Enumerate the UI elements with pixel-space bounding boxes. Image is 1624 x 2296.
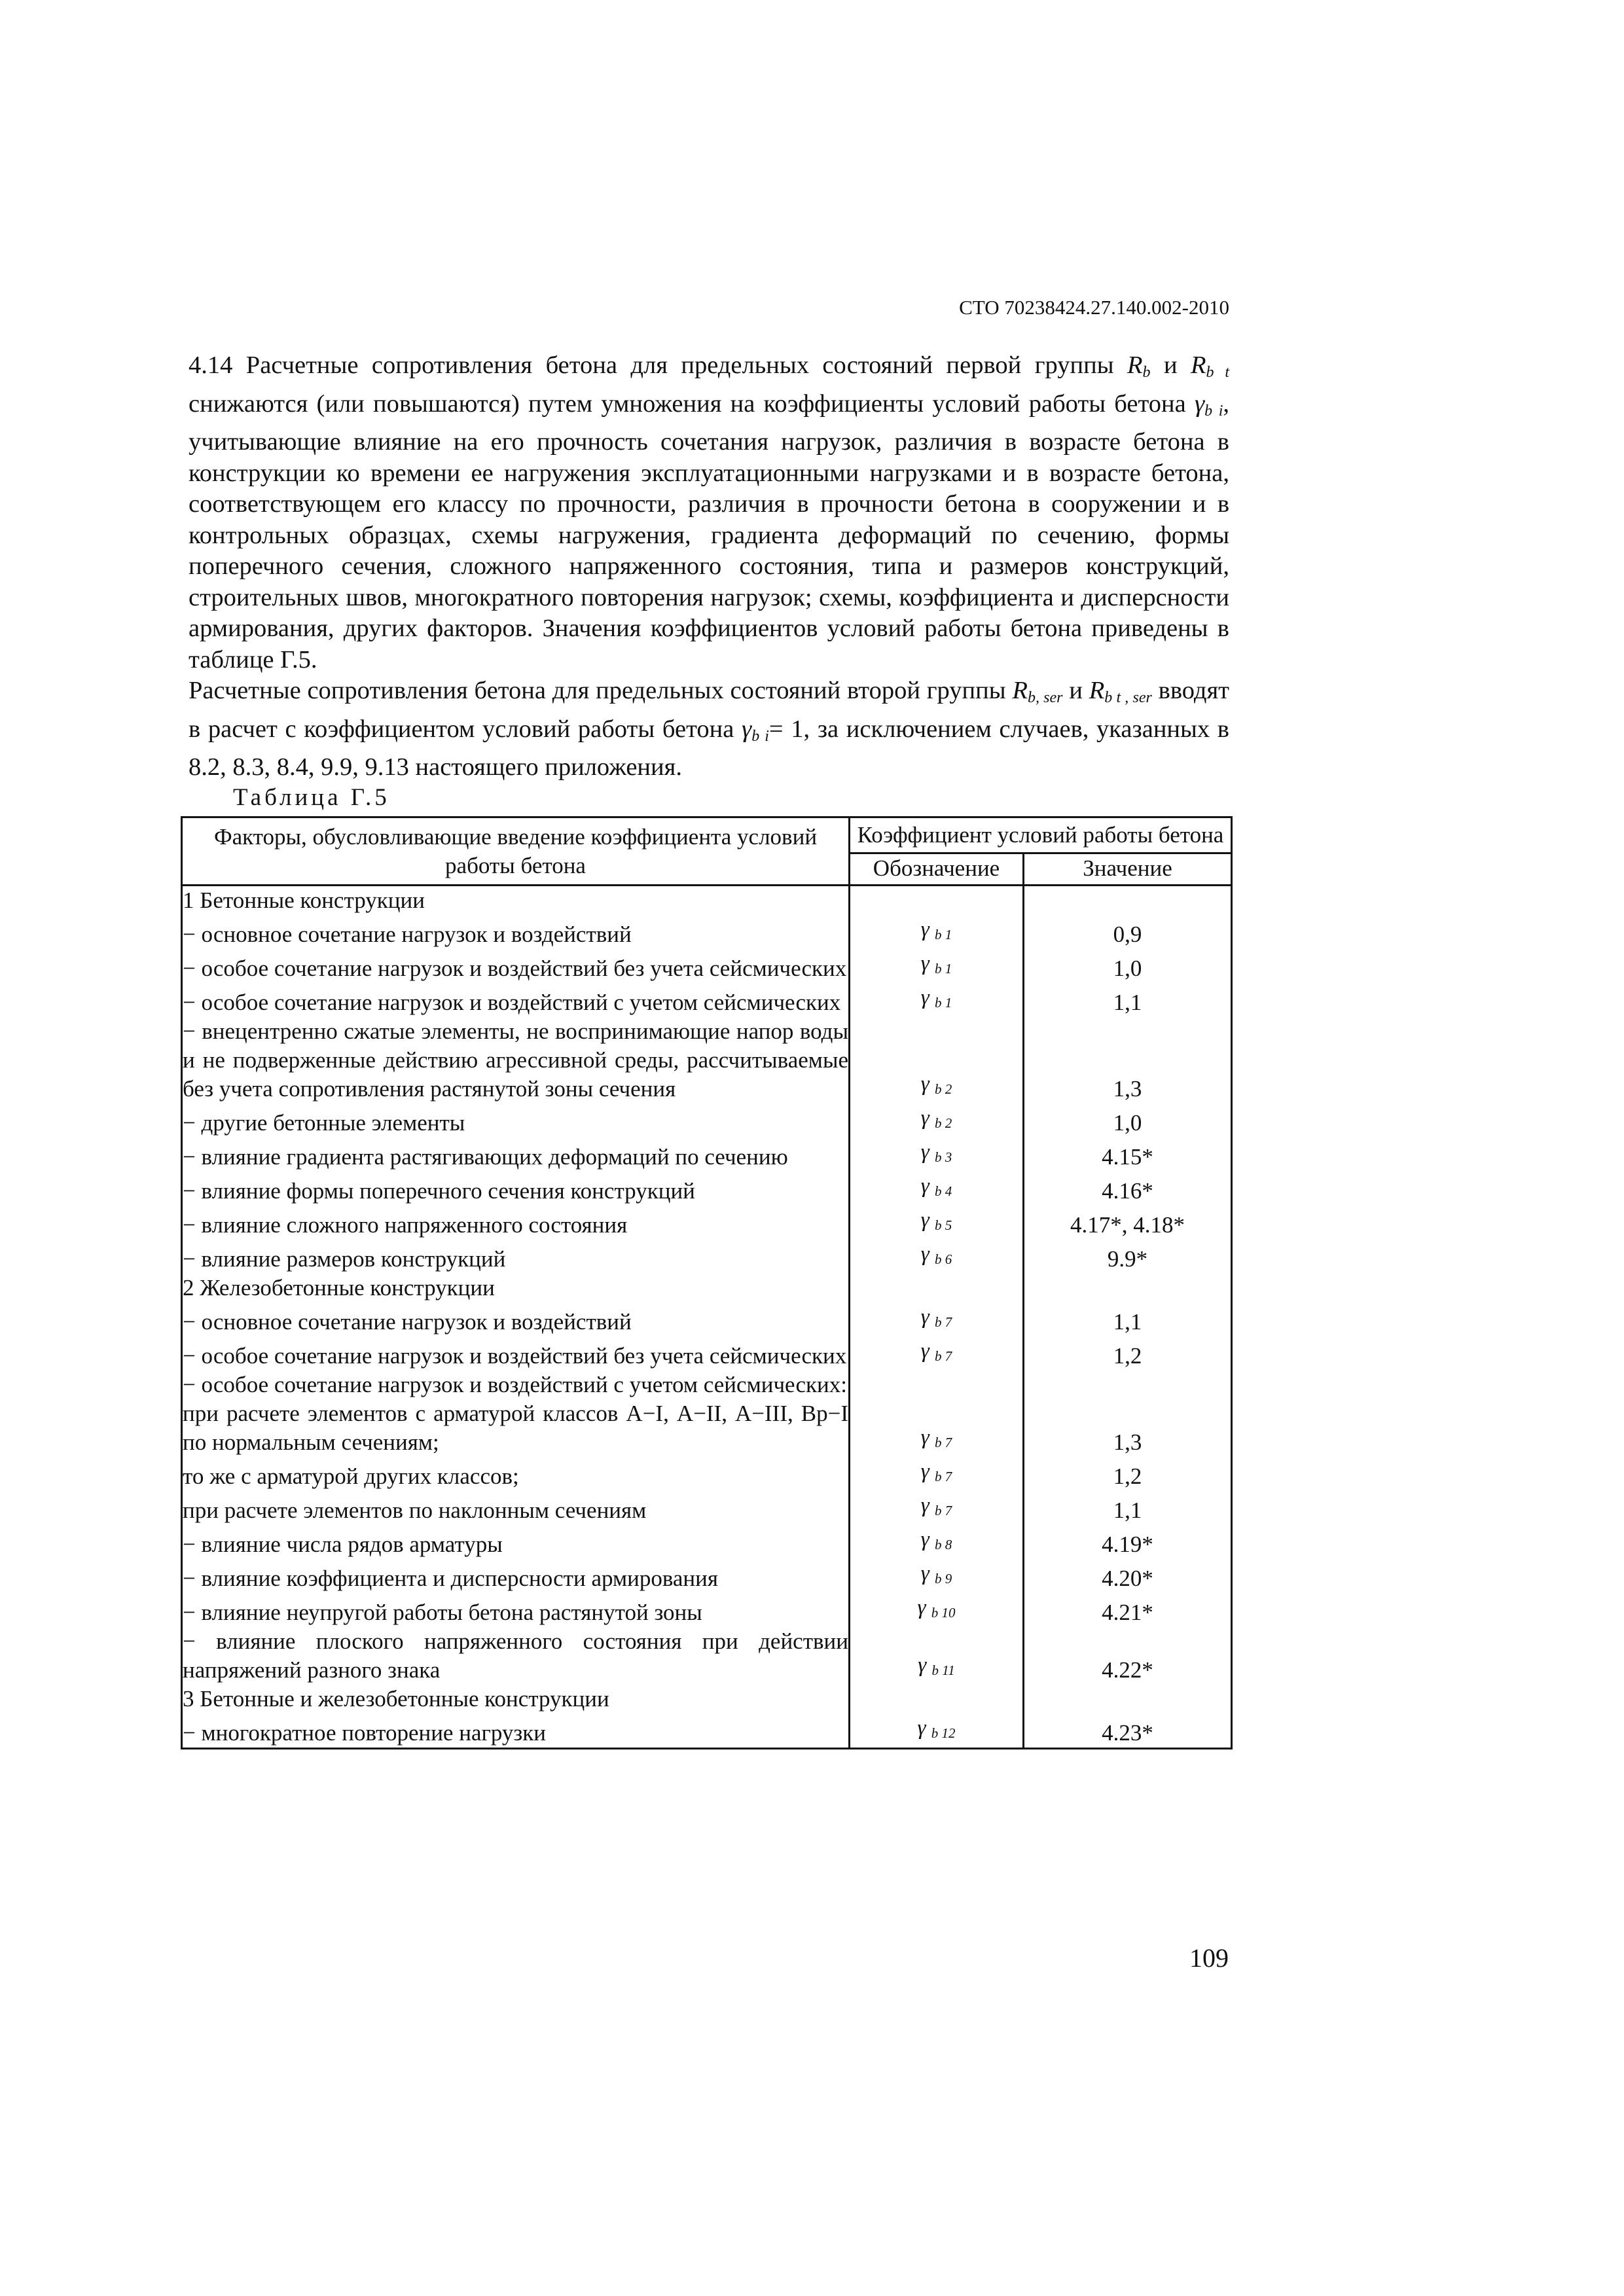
value-cell: 4.23* [1024,1713,1232,1749]
section-heading: 3 Бетонные и железобетонные конструкции [182,1685,850,1713]
gamma-symbol: γ [920,1140,929,1164]
gamma-subscript: b 5 [935,1217,952,1233]
value-cell [1024,1371,1232,1399]
gamma-symbol: γ [920,1562,929,1585]
table-row [182,1302,1232,1336]
gamma-subscript: b 10 [931,1605,956,1621]
table-row [182,1593,1232,1627]
gamma-symbol: γ [920,1305,929,1329]
gamma-subscript: b 3 [935,1149,952,1165]
value-cell: 1,2 [1024,1457,1232,1491]
value-cell: 4.19* [1024,1525,1232,1559]
gamma-subscript: b 1 [935,927,952,942]
designation-cell [850,1172,1024,1206]
symbol-subscript: b, ser [1027,689,1063,706]
table-row [182,949,1232,983]
table-row [182,1559,1232,1593]
symbol-subscript: b i [751,727,769,745]
gamma-symbol: γ [920,1339,929,1363]
coefficients-table [181,816,1233,1749]
value-cell: 4.16* [1024,1172,1232,1206]
factor-cell: − особое сочетание нагрузок и воздействий без учета сейсмических [182,1336,850,1371]
designation-cell [850,1627,1024,1685]
gamma-subscript: b 2 [935,1081,952,1097]
gamma-subscript: b 4 [935,1183,952,1199]
text-run: = 1, за исключением случаев, указанных в 8.2, 8.3, 8.4, 9.9, 9.13 настоящего приложения. [189,715,1229,781]
value-cell: 1,2 [1024,1336,1232,1371]
table-row [182,1627,1232,1685]
gamma-symbol: γ [920,952,929,975]
value-cell: 1,1 [1024,1491,1232,1525]
text-run: снижаются (или повышаются) путем умножения на коэффициенты условий работы бетона [189,389,1195,418]
factor-cell: − особое сочетание нагрузок и воздействий с учетом сейсмических: [182,1371,850,1399]
column-header-value: Значение [1024,853,1232,886]
designation-cell [850,1399,1024,1457]
table-row [182,886,1232,916]
column-header-factors: Факторы, обусловливающие введение коэффициента условий работы бетона [182,817,850,886]
symbol-gamma: γ [1194,389,1205,418]
designation-cell [850,1302,1024,1336]
text-run: Расчетные сопротивления бетона для предельных состояний второй группы [189,677,1013,704]
value-cell: 1,0 [1024,949,1232,983]
paragraph-4-14 [189,350,1229,675]
table-body [182,886,1232,1749]
table-row [182,915,1232,949]
symbol-subscript: b i [1204,402,1223,420]
value-cell: 1,0 [1024,1103,1232,1138]
symbol-subscript: b [1142,364,1151,381]
value-cell: 1,1 [1024,1302,1232,1336]
factor-cell: при расчете элементов с арматурой классов А−I, А−II, А−III, Вр−I по нормальным сечениям; [182,1399,850,1457]
gamma-subscript: b 8 [935,1537,952,1552]
factor-cell: − влияние размеров конструкций [182,1240,850,1274]
factor-cell: − влияние сложного напряженного состояния [182,1206,850,1240]
gamma-subscript: b 11 [931,1662,955,1678]
table-row [182,1491,1232,1525]
gamma-subscript: b 6 [935,1251,952,1267]
table-row [182,1525,1232,1559]
table-row [182,1399,1232,1457]
gamma-symbol: γ [920,1242,929,1266]
designation-cell [850,915,1024,949]
designation-cell [850,1371,1024,1399]
gamma-subscript: b 12 [931,1725,956,1741]
factor-cell: − основное сочетание нагрузок и воздействий [182,1302,850,1336]
symbol-rbt: R [1191,351,1206,379]
symbol-subscript: b t , ser [1104,689,1152,706]
table-row [182,1336,1232,1371]
gamma-subscript: b 1 [935,995,952,1011]
factor-cell: − влияние коэффициента и дисперсности армирования [182,1559,850,1593]
factor-cell: при расчете элементов по наклонным сечениям [182,1491,850,1525]
gamma-subscript: b 9 [935,1571,952,1587]
designation-cell [850,1593,1024,1627]
gamma-symbol: γ [920,1174,929,1198]
gamma-subscript: b 2 [935,1115,952,1131]
gamma-subscript: b 7 [935,1469,952,1484]
document-code: СТО 70238424.27.140.002-2010 [959,296,1229,319]
table-row [182,1457,1232,1491]
text-run: , учитывающие влияние на его прочность сочетания нагрузок, различия в возрасте бетона в конструкции ко времени ее нагружения эксплуатационными нагрузками и в возрасте бетона, соответствующем его классу по прочности, различия в прочности бетона в сооружении и в контрольных образцах, схемы нагружения, градиента деформаций по сечению, формы поперечного сечения, сложного напряженного состояния, типа и размеров конструкций, строительных швов, многократного повторения нагрузок; схемы, коэффициента и дисперсности армирования, других факторов. Значения коэффициентов условий работы бетона приведены в таблице Г.5. [189,389,1229,673]
text-run: вводят в расчет с коэффициентом условий работы бетона [189,677,1229,743]
gamma-symbol: γ [920,918,929,941]
gamma-symbol: γ [920,1106,929,1130]
gamma-symbol: γ [920,1460,929,1483]
designation-cell [850,949,1024,983]
value-cell: 1,1 [1024,983,1232,1017]
body-text [189,350,1229,783]
gamma-symbol: γ [920,1426,929,1449]
table-row [182,1138,1232,1172]
table-row [182,1713,1232,1749]
table-row [182,1240,1232,1274]
designation-cell [850,886,1024,916]
gamma-subscript: b 1 [935,961,952,977]
table-row [182,1103,1232,1138]
text-run: и [1062,677,1089,704]
factor-cell: − влияние неупругой работы бетона растянутой зоны [182,1593,850,1627]
gamma-symbol: γ [920,986,929,1009]
gamma-subscript: b 7 [935,1314,952,1330]
designation-cell [850,1103,1024,1138]
designation-cell [850,1240,1024,1274]
symbol-rbt-ser: R [1089,677,1105,704]
factor-cell: − влияние числа рядов арматуры [182,1525,850,1559]
column-header-coefficient: Коэффициент условий работы бетона [850,817,1232,853]
column-header-designation: Обозначение [850,853,1024,886]
symbol-subscript: b t [1206,364,1230,381]
table-row [182,983,1232,1017]
designation-cell [850,1138,1024,1172]
factor-cell: − другие бетонные элементы [182,1103,850,1138]
designation-cell [850,983,1024,1017]
factor-cell: − влияние градиента растягивающих деформаций по сечению [182,1138,850,1172]
text-run: и [1150,351,1191,379]
gamma-symbol: γ [920,1072,929,1096]
value-cell: 4.20* [1024,1559,1232,1593]
value-cell: 4.15* [1024,1138,1232,1172]
designation-cell [850,1457,1024,1491]
table-row [182,1274,1232,1302]
text-run: 4.14 Расчетные сопротивления бетона для предельных состояний первой группы [189,351,1127,379]
page-number: 109 [1189,1943,1229,1973]
value-cell: 9.9* [1024,1240,1232,1274]
factor-cell: − внецентренно сжатые элементы, не воспринимающие напор воды и не подверженные действию агрессивной среды, рассчитываемые без учета сопротивления растянутой зоны сечения [182,1017,850,1103]
symbol-gamma: γ [742,715,752,743]
designation-cell [850,1559,1024,1593]
gamma-subscript: b 7 [935,1435,952,1450]
designation-cell [850,1017,1024,1103]
symbol-rb-ser: R [1012,677,1028,704]
table-row [182,1017,1232,1103]
section-heading: 2 Железобетонные конструкции [182,1274,850,1302]
designation-cell [850,1274,1024,1302]
gamma-symbol: γ [920,1208,929,1232]
value-cell: 1,3 [1024,1017,1232,1103]
designation-cell [850,1206,1024,1240]
designation-cell [850,1491,1024,1525]
table-row [182,1685,1232,1713]
gamma-symbol: γ [920,1494,929,1517]
factor-cell: − влияние плоского напряженного состояния при действии напряжений разного знака [182,1627,850,1685]
designation-cell [850,1336,1024,1371]
gamma-symbol: γ [918,1653,927,1677]
factor-cell: то же с арматурой других классов; [182,1457,850,1491]
table-caption: Таблица Г.5 [233,784,390,811]
gamma-symbol: γ [917,1596,926,1619]
value-cell [1024,1274,1232,1302]
designation-cell [850,1713,1024,1749]
gamma-symbol: γ [917,1716,926,1740]
factor-cell: − особое сочетание нагрузок и воздействий с учетом сейсмических [182,983,850,1017]
factor-cell: − основное сочетание нагрузок и воздействий [182,915,850,949]
value-cell: 4.22* [1024,1627,1232,1685]
designation-cell [850,1685,1024,1713]
paragraph-second-group [189,675,1229,783]
table-row [182,1206,1232,1240]
value-cell [1024,1685,1232,1713]
gamma-subscript: b 7 [935,1503,952,1518]
factor-cell: − особое сочетание нагрузок и воздействий без учета сейсмических [182,949,850,983]
symbol-rb: R [1127,351,1143,379]
value-cell: 0,9 [1024,915,1232,949]
table-row [182,1172,1232,1206]
value-cell: 1,3 [1024,1399,1232,1457]
designation-cell [850,1525,1024,1559]
factor-cell: − многократное повторение нагрузки [182,1713,850,1749]
factor-cell: − влияние формы поперечного сечения конструкций [182,1172,850,1206]
gamma-symbol: γ [920,1528,929,1551]
table-row [182,1371,1232,1399]
value-cell: 4.21* [1024,1593,1232,1627]
value-cell [1024,886,1232,916]
gamma-subscript: b 7 [935,1348,952,1364]
value-cell: 4.17*, 4.18* [1024,1206,1232,1240]
section-heading: 1 Бетонные конструкции [182,886,850,916]
